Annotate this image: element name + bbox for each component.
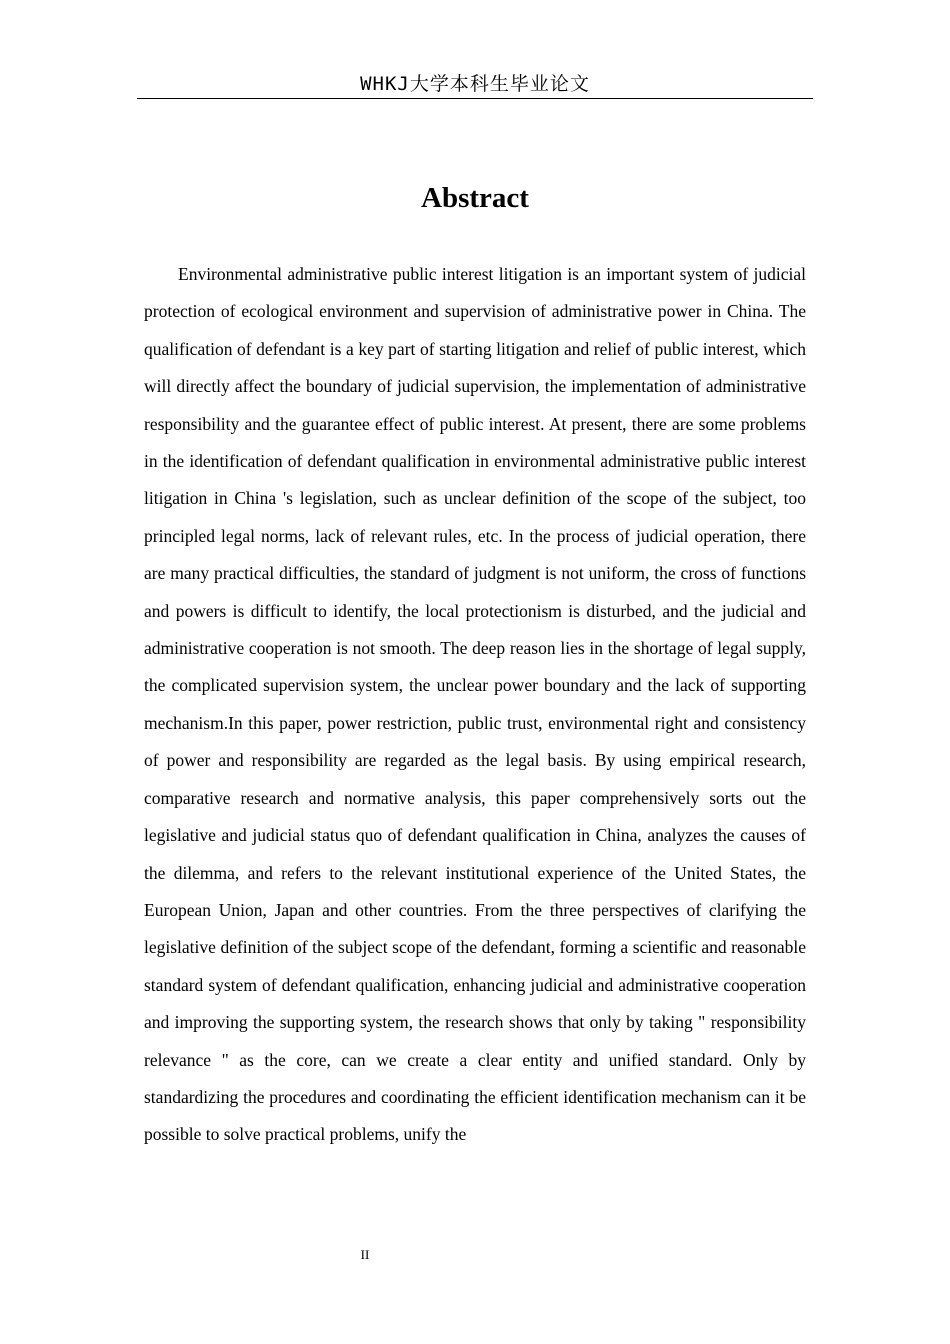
running-header: WHKJ大学本科生毕业论文	[137, 72, 813, 99]
abstract-paragraph: Environmental administrative public interest litigation is an important system of judicial protection of ecological environment and supervision of administrative power in China. The qualification of defendant is a key part of starting litigation and relief of public interest, which will directly affect the boundary of judicial supervision, the implementation of administrative responsibility and the guarantee effect of public interest. At present, there are some problems in the identification of defendant qualification in environmental administrative public interest litigation in China 's legislation, such as unclear definition of the scope of the subject, too principled legal norms, lack of relevant rules, etc. In the process of judicial operation, there are many practical difficulties, the standard of judgment is not uniform, the cross of functions and powers is difficult to identify, the local protectionism is disturbed, and the judicial and administrative cooperation is not smooth. The deep reason lies in the shortage of legal supply, the complicated supervision system, the unclear power boundary and the lack of supporting mechanism.In this paper, power restriction, public trust, environmental right and consistency of power and responsibility are regarded as the legal basis. By using empirical research, comparative research and normative analysis, this paper comprehensively sorts out the legislative and judicial status quo of defendant qualification in China, analyzes the causes of the dilemma, and refers to the relevant institutional experience of the United States, the European Union, Japan and other countries. From the three perspectives of clarifying the legislative definition of the subject scope of the defendant, forming a scientific and reasonable standard system of defendant qualification, enhancing judicial and administrative cooperation and improving the supporting system, the research shows that only by taking " responsibility relevance " as the core, can we create a clear entity and unified standard. Only by standardizing the procedures and coordinating the efficient identification mechanism can it be possible to solve practical problems, unify the	[144, 264, 806, 1145]
page-title: Abstract	[421, 182, 529, 214]
page-number: II	[360, 1247, 370, 1262]
